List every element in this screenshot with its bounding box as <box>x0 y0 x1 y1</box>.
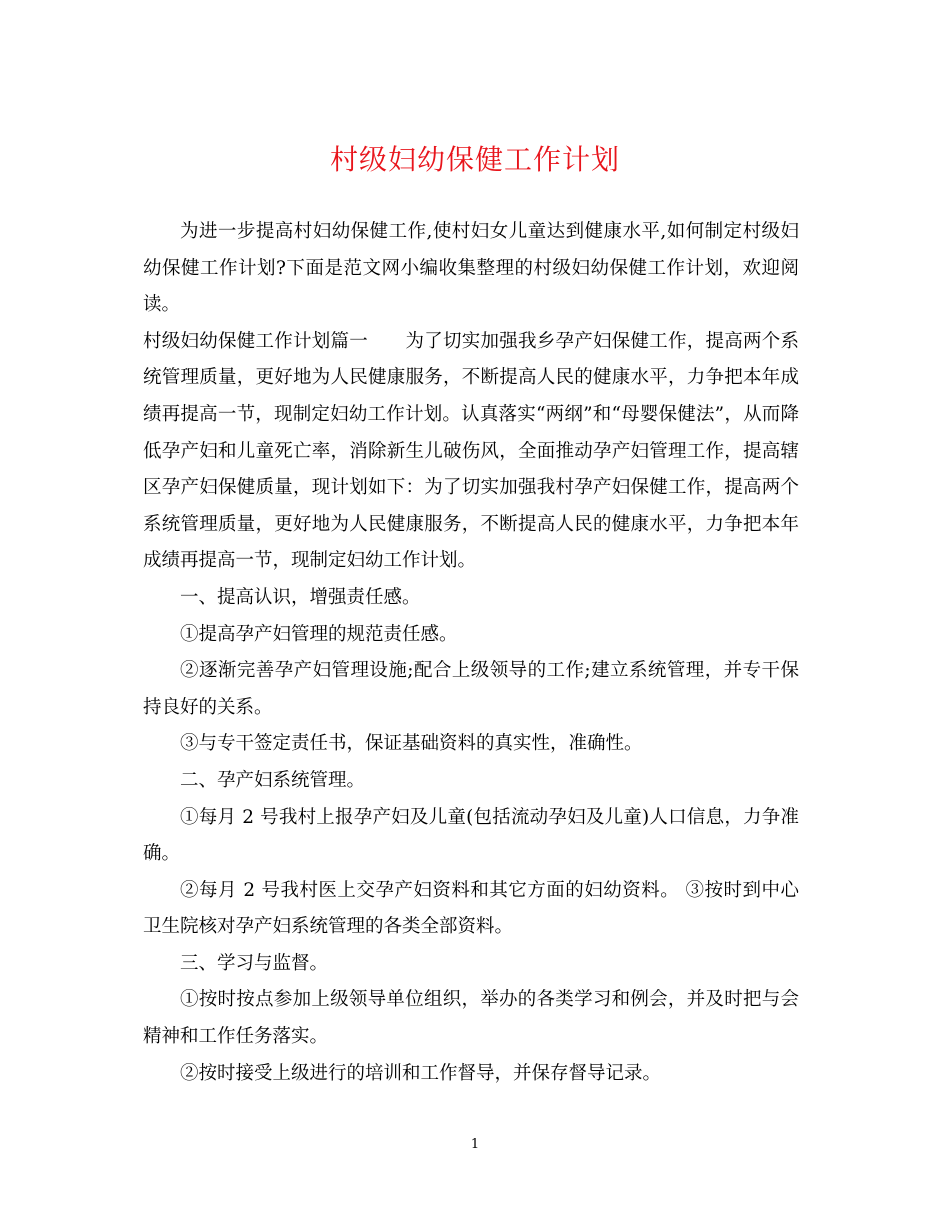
heading-system-management: 二、孕产妇系统管理。 <box>180 769 366 791</box>
list-item: ①提高孕产妇管理的规范责任感。 <box>180 623 458 645</box>
paragraph-intro: 为进一步提高村妇幼保健工作,使村妇女儿童达到健康水平,如何制定村级妇幼保健工作计划?下面是范文网小编收集整理的村级妇幼保健工作计划，欢迎阅读。 <box>143 221 799 316</box>
list-item: ②按时接受上级进行的培训和工作督导，并保存督导记录。 <box>180 1062 662 1084</box>
paragraph-section-one: 村级妇幼保健工作计划篇一 为了切实加强我乡孕产妇保健工作，提高两个系统管理质量，更好地为人民健康服务，不断提高人民的健康水平，力争把本年成绩再提高一节，现制定妇幼工作计划。认真落实“两纲”和“母婴保健法”，从而降低孕产妇和儿童死亡率，消除新生儿破伤风，全面推动孕产妇管理工作，提高辖区孕产妇保健质量，现计划如下：为了切实加强我村孕产妇保健工作，提高两个系统管理质量，更好地为人民健康服务，不断提高人民的健康水平，力争把本年成绩再提高一节，现制定妇幼工作计划。 <box>143 330 799 572</box>
list-item: ②每月 2 号我村医上交孕产妇资料和其它方面的妇幼资料。 ③按时到中心卫生院核对孕产妇系统管理的各类全部资料。 <box>143 879 799 938</box>
document-body <box>143 214 799 1092</box>
list-item: ③与专干签定责任书，保证基础资料的真实性，准确性。 <box>180 733 643 755</box>
list-item: ①按时按点参加上级领导单位组织，举办的各类学习和例会，并及时把与会精神和工作任务落实。 <box>143 989 799 1048</box>
document-title: 村级妇幼保健工作计划 <box>329 143 620 176</box>
heading-raise-awareness: 一、提高认识，增强责任感。 <box>180 586 421 608</box>
list-item: ②逐渐完善孕产妇管理设施;配合上级领导的工作;建立系统管理，并专干保持良好的关系。 <box>143 660 799 718</box>
page-number: 1 <box>470 1137 480 1152</box>
list-item: ①每月 2 号我村上报孕产妇及儿童(包括流动孕妇及儿童)人口信息，力争准确。 <box>143 806 799 865</box>
heading-study-supervision: 三、学习与监督。 <box>180 952 329 974</box>
